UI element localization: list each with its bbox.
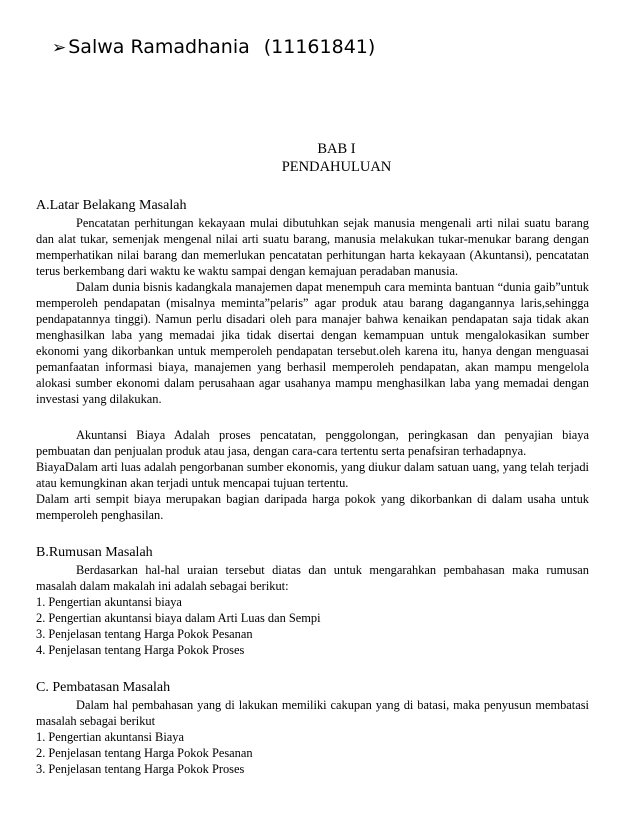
section-a-paragraph-5: Dalam arti sempit biaya merupakan bagian daripada harga pokok yang dikorbankan di dalam usaha untuk memperoleh penghasilan. xyxy=(36,492,589,522)
chapter-number: BAB I xyxy=(317,141,356,157)
list-item: 2. Penjelasan tentang Harga Pokok Pesanan xyxy=(36,746,253,760)
list-item: 2. Pengertian akuntansi biaya dalam Arti Luas dan Sempi xyxy=(36,611,321,625)
section-a-heading: A.Latar Belakang Masalah xyxy=(36,198,187,213)
list-item: 3. Penjelasan tentang Harga Pokok Pesanan xyxy=(36,627,253,641)
list-item: 4. Penjelasan tentang Harga Pokok Proses xyxy=(36,643,245,657)
section-b-intro: Berdasarkan hal-hal uraian tersebut diatas dan untuk mengarahkan pembahasan maka rumusan masalah dalam makalah ini adalah sebagai berikut: xyxy=(36,563,589,593)
section-c-heading: C. Pembatasan Masalah xyxy=(36,680,171,695)
chapter-heading xyxy=(36,140,589,176)
section-b-heading: B.Rumusan Masalah xyxy=(36,545,153,560)
section-a-paragraph-1: Pencatatan perhitungan kekayaan mulai dibutuhkan sejak manusia mengenali arti nilai suatu barang dan alat tukar, semenjak mengenal nilai arti suatu barang, manusia melakukan tukar-menukar barang dengan memperhatikan nilai barang dan memerlukan pencatatan perhitungan harta kekayaan (Akuntansi), pencatatan terus berkembang dari waktu ke waktu sampai dengan kemajuan peradaban manusia. xyxy=(36,216,589,278)
section-a-paragraph-4: BiayaDalam arti luas adalah pengorbanan sumber ekonomis, yang diukur dalam satuan uang, yang telah terjadi atau kemungkinan akan terjadi untuk mencapai tujuan tertentu. xyxy=(36,460,589,490)
arrow-bullet-icon: ➢ xyxy=(52,38,67,58)
section-a-paragraph-3: Akuntansi Biaya Adalah proses pencatatan, penggolongan, peringkasan dan penyajian biaya pembuatan dan penjualan produk atau jasa, dengan cara-cara tertentu serta penafsiran terhadapnya. xyxy=(36,428,589,458)
author-id: (11161841) xyxy=(263,36,376,58)
chapter-title: PENDAHULUAN xyxy=(281,159,392,175)
section-a-paragraph-2: Dalam dunia bisnis kadangkala manajemen dapat menempuh cara meminta bantuan “dunia gaib”untuk memperoleh pendapatan (misalnya meminta”pelaris” agar produk atau barang dagangannya laris,sehingga pendapatannya tinggi). Namun perlu disadari oleh para manajer bahwa kenaikan pendapatan saja tidak akan menghasilkan laba yang memadai jika tidak disertai dengan kemampuan untuk mengalokasikan sumber ekonomi yang dikorbankan untuk memperoleh pendapatan tersebut.oleh karena itu, hanya dengan menguasai pemanfaatan informasi biaya, manajemen yang berhasil memperoleh pendapatan, akan mampu mengelola alokasi sumber ekonomi dalam perusahaan agar usahanya mampu menghasilkan laba yang memadai dengan investasi yang dilakukan. xyxy=(36,280,589,406)
list-item: 1. Pengertian akuntansi biaya xyxy=(36,595,182,609)
author-line xyxy=(52,35,375,60)
section-c-intro: Dalam hal pembahasan yang di lakukan memiliki cakupan yang di batasi, maka penyusun membatasi masalah sebagai berikut xyxy=(36,698,589,728)
document-body xyxy=(36,140,589,777)
list-item: 1. Pengertian akuntansi Biaya xyxy=(36,730,184,744)
list-item: 3. Penjelasan tentang Harga Pokok Proses xyxy=(36,762,245,776)
author-name: Salwa Ramadhania xyxy=(68,36,250,58)
